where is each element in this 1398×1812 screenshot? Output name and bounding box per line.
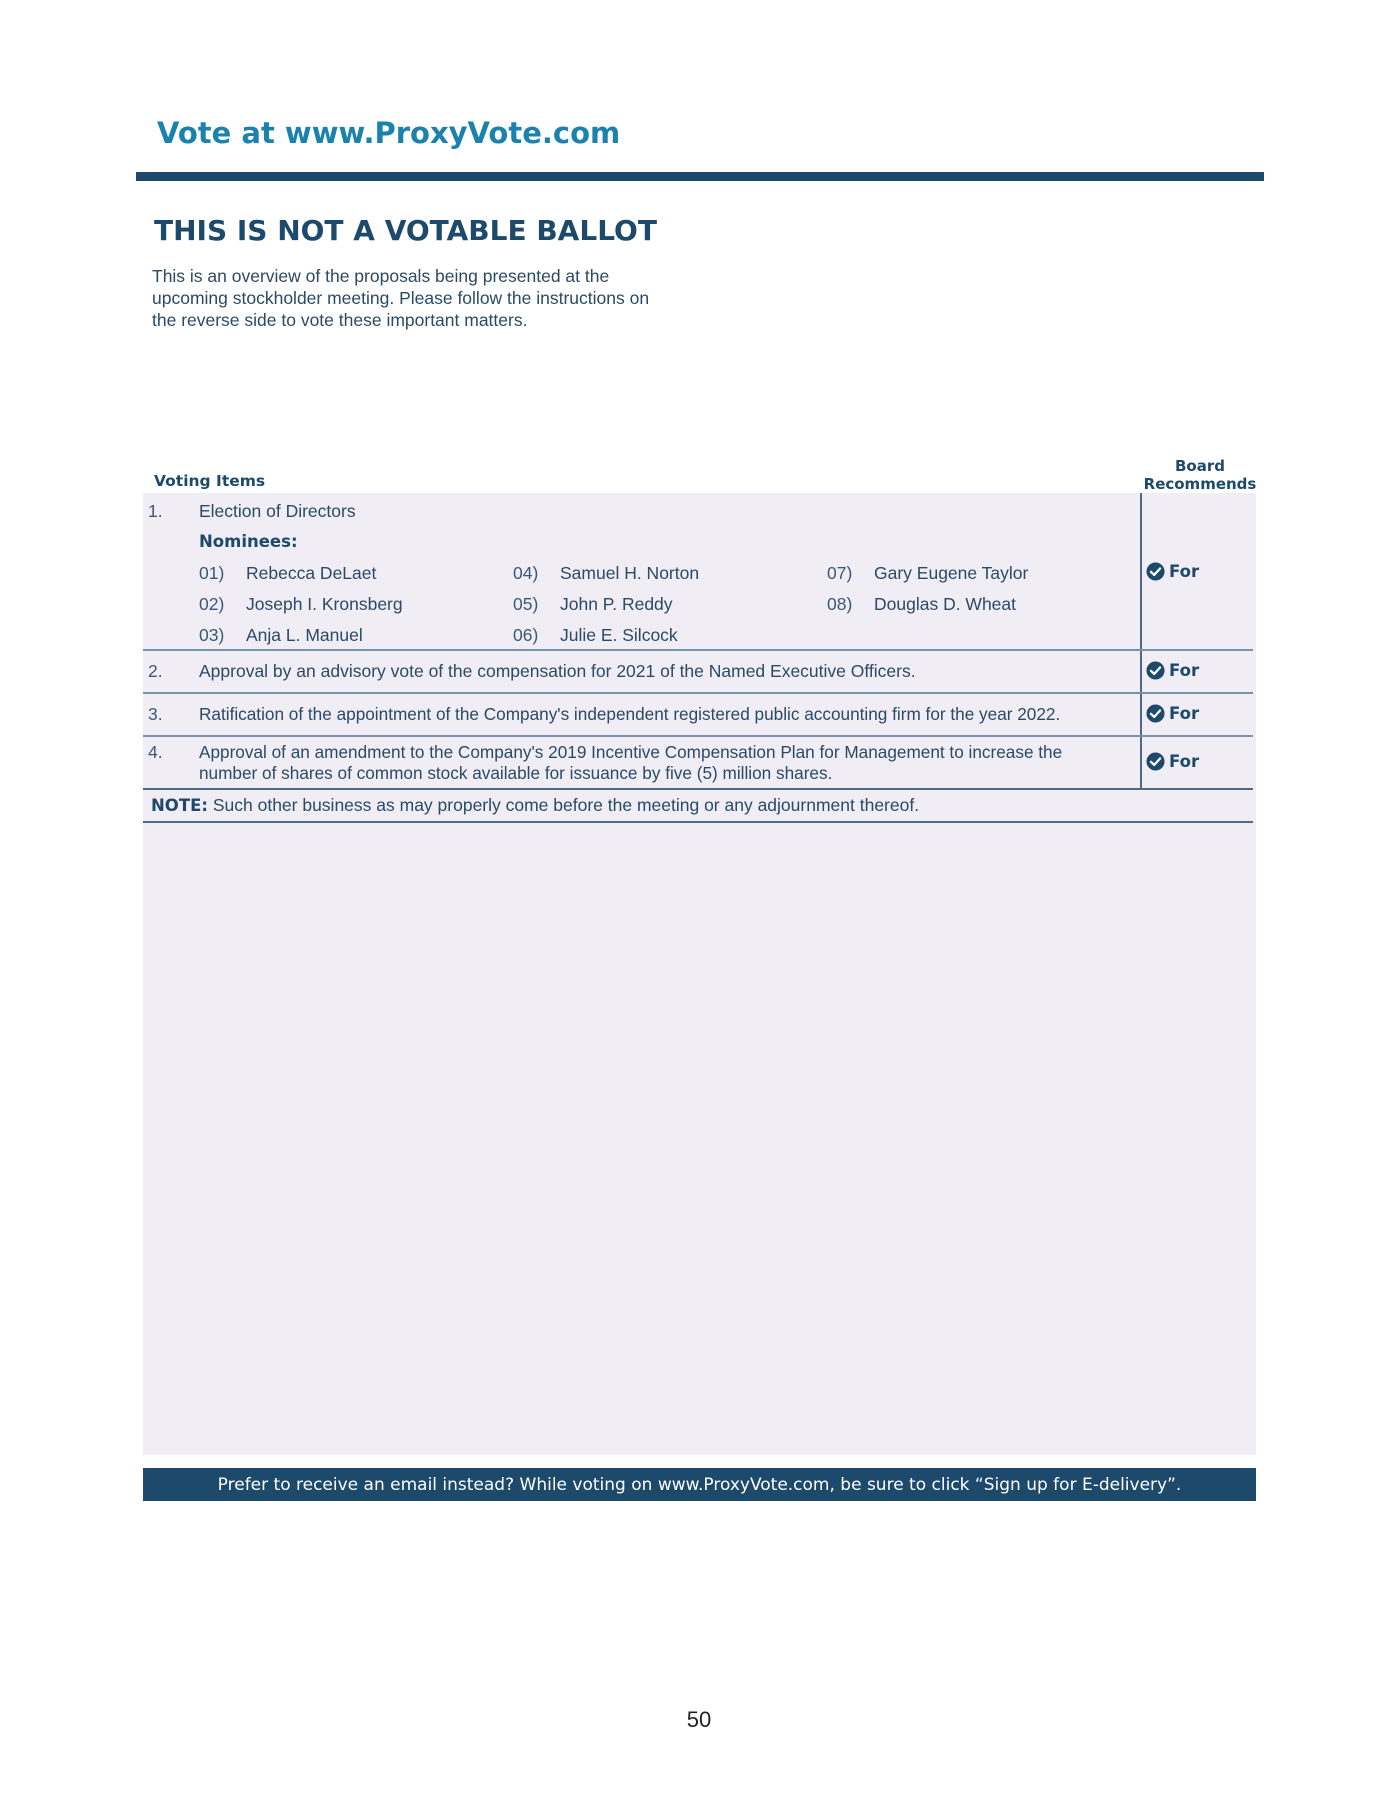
nominee-name: John P. Reddy (560, 594, 673, 614)
note-text: Such other business as may properly come before the meeting or any adjournment thereof. (212, 795, 920, 815)
column-divider (1140, 493, 1142, 788)
row-divider (143, 821, 1253, 823)
item-number: 2. (148, 661, 163, 681)
check-circle-icon (1146, 661, 1165, 680)
row-divider (143, 788, 1253, 790)
row-divider (143, 735, 1253, 737)
voting-items-header: Voting Items (154, 472, 266, 490)
row-divider (143, 692, 1253, 694)
nominee-number: 07) (827, 563, 853, 583)
page-number: 50 (686, 1707, 712, 1732)
nominee-number: 01) (199, 563, 225, 583)
item-number: 4. (148, 742, 163, 762)
board-header-line1: Board (1175, 457, 1225, 475)
item-text-line: number of shares of common stock available for issuance by five (5) million shares. (199, 763, 833, 783)
nominee-number: 08) (827, 594, 853, 614)
item-number: 1. (148, 501, 163, 521)
recommendation-label: For (1169, 661, 1200, 680)
note-row (151, 795, 919, 816)
nominee-number: 04) (513, 563, 539, 583)
row-divider (143, 649, 1253, 651)
recommendation-for (1146, 752, 1199, 771)
recommendation-for (1146, 661, 1199, 680)
item-number: 3. (148, 704, 163, 724)
nominee-number: 06) (513, 625, 539, 645)
board-recommends-header (1140, 457, 1260, 493)
nominee-name: Samuel H. Norton (560, 563, 700, 583)
nominee-name: Joseph I. Kronsberg (246, 594, 403, 614)
check-circle-icon (1146, 752, 1165, 771)
nominee-number: 05) (513, 594, 539, 614)
nominee-name: Gary Eugene Taylor (874, 563, 1029, 583)
recommendation-for (1146, 562, 1199, 581)
proxyvote-link[interactable]: Vote at www.ProxyVote.com (157, 116, 621, 150)
nominees-label: Nominees: (199, 532, 298, 551)
item-title: Election of Directors (199, 501, 356, 521)
intro-line: upcoming stockholder meeting. Please follow the instructions on (152, 288, 650, 308)
edelivery-banner (143, 1468, 1256, 1501)
nominee-number: 03) (199, 625, 225, 645)
board-header-line2: Recommends (1143, 475, 1257, 493)
recommendation-for (1146, 704, 1199, 723)
item-text: Approval by an advisory vote of the compensation for 2021 of the Named Executive Officers. (199, 661, 916, 681)
recommendation-label: For (1169, 704, 1200, 723)
nominee-name: Anja L. Manuel (246, 625, 363, 645)
check-circle-icon (1146, 704, 1165, 723)
intro-line: the reverse side to vote these important matters. (152, 310, 528, 330)
recommendation-label: For (1169, 752, 1200, 771)
intro-line: This is an overview of the proposals being presented at the (152, 266, 610, 286)
check-circle-icon (1146, 562, 1165, 581)
intro-text (152, 265, 712, 331)
banner-text: Prefer to receive an email instead? While voting on www.ProxyVote.com, be sure to click “Sign up for E-delivery”. (217, 1474, 1182, 1495)
header-rule (136, 172, 1264, 181)
nominee-name: Douglas D. Wheat (874, 594, 1017, 614)
item-text-line: Approval of an amendment to the Company's 2019 Incentive Compensation Plan for Management to increase the (199, 742, 1063, 762)
item-text: Ratification of the appointment of the Company's independent registered public accounting firm for the year 2022. (199, 704, 1061, 724)
nominee-number: 02) (199, 594, 225, 614)
note-label: NOTE: (151, 796, 208, 815)
recommendation-label: For (1169, 562, 1200, 581)
page-title: THIS IS NOT A VOTABLE BALLOT (154, 214, 657, 247)
nominee-name: Rebecca DeLaet (246, 563, 377, 583)
nominee-name: Julie E. Silcock (560, 625, 678, 645)
